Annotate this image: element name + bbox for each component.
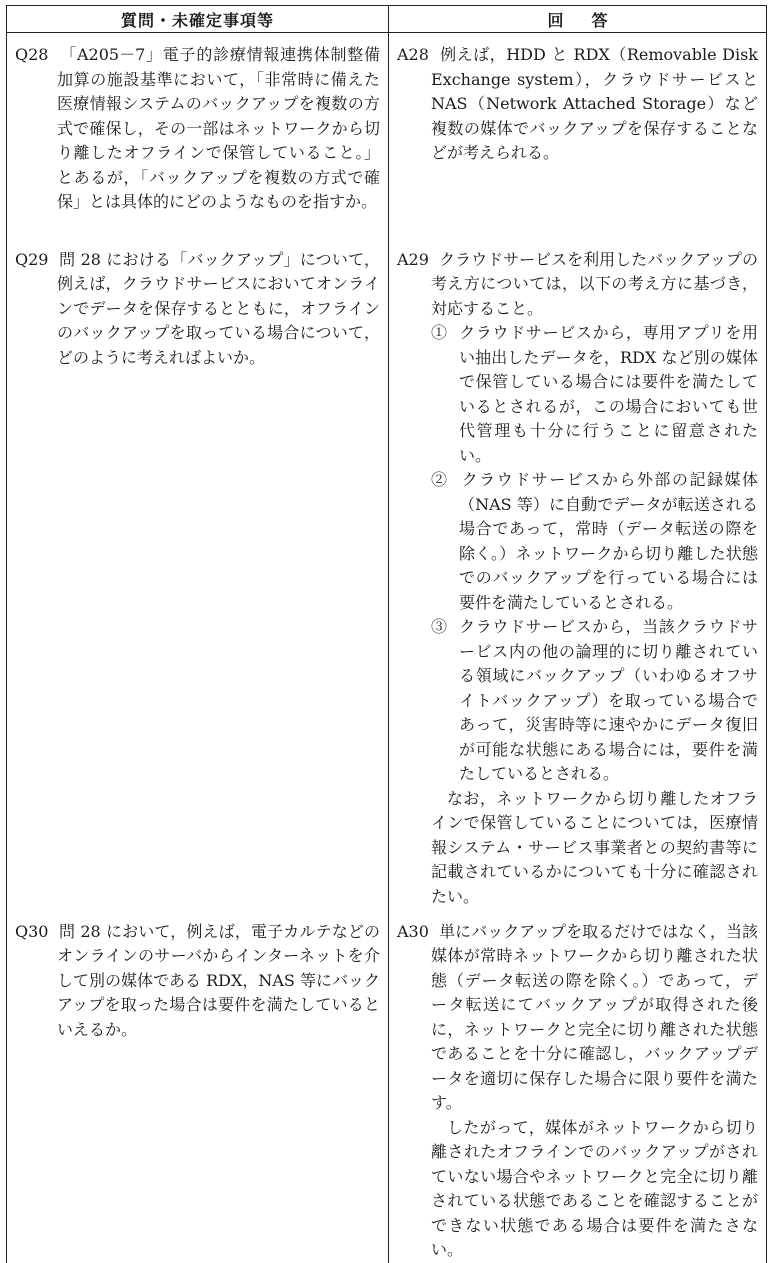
answer-note: なお，ネットワークから切り離したオフラインで保管していることについては，医療情報システム・サービス事業者との契約書等に記載されているかについても十分に確認されたい。	[431, 788, 758, 906]
question-text	[15, 920, 380, 1043]
table-row	[7, 910, 767, 1263]
item-text: クラウドサービスから外部の記録媒体（NAS 等）に自動でデータが転送される場合であって，常時（データ転送の際を除く。）ネットワークから切り離した状態でのバックアップを行っている場合には要件を満たしているとされる。	[459, 470, 758, 612]
answer-text	[397, 43, 758, 166]
question-label: Q28	[15, 45, 49, 64]
answer-body: 例えば，HDD と RDX（Removable Disk Exchange system），クラウドサービスと NAS（Network Attached Storage）など複数の媒体でバックアップを保存することなどが考えられる。	[431, 45, 758, 162]
item-text: クラウドサービスから，専用アプリを用い抽出したデータを，RDX など別の媒体で保管している場合には要件を満たしているとされるが，この場合においても世代管理も十分に行うことに留意されたい。	[459, 323, 758, 465]
answer-label: A30	[397, 921, 429, 941]
question-cell	[7, 33, 389, 238]
list-item	[397, 321, 758, 468]
item-mark: ①	[431, 323, 448, 342]
question-column-header: 質問・未確定事項等	[7, 6, 389, 33]
answer-cell	[389, 33, 767, 238]
answer-body: クラウドサービスを利用したバックアップの考え方については，以下の考え方に基づき，対応すること。	[431, 249, 759, 318]
table-row	[7, 238, 767, 910]
table-row	[7, 33, 767, 238]
answer-body: 単にバックアップを取るだけではなく，当該媒体が常時ネットワークから切り離された状態（データ転送の際を除く。）であって，データ転送にてバックアップが取得された後に，ネットワークと完全に切り離された状態であることを十分に確認し，バックアップデータを適切に保存した場合に限り要件を満たす。	[431, 921, 759, 1112]
answer-label: A28	[397, 45, 429, 64]
answer-column-header: 回答	[389, 6, 767, 33]
question-body: 問 28 において，例えば，電子カルテなどのオンラインのサーバからインターネットを介して別の媒体である RDX，NAS 等にバックアップを取った場合は要件を満たしているといえるか。	[57, 921, 381, 1039]
answer-text	[397, 248, 758, 322]
question-cell	[7, 238, 389, 910]
question-label: Q29	[15, 249, 49, 269]
answer-note: したがって，媒体がネットワークから切り離されたオフラインでのバックアップがされていない場合やネットワークと完全に切り離されている状態であることを確認することができない状態である場合は要件を満たさない。	[431, 1117, 758, 1259]
answer-label: A29	[397, 249, 429, 269]
answer-cell	[389, 910, 767, 1263]
qa-document	[6, 5, 766, 1261]
list-item	[397, 468, 758, 615]
answer-text	[397, 920, 758, 1116]
item-text: クラウドサービスから，当該クラウドサービス内の他の論理的に切り離されている領域にバックアップ（いわゆるオフサイトバックアップ）を取っている場合であって，災害時等に速やかにデータ復旧が可能な状態にある場合には，要件を満たしているとされる。	[459, 617, 758, 783]
item-mark: ③	[431, 617, 448, 636]
question-label: Q30	[15, 921, 49, 941]
question-text	[15, 248, 380, 371]
item-mark: ②	[431, 470, 449, 489]
qa-table	[6, 5, 767, 1263]
question-text	[15, 43, 380, 215]
list-item	[397, 615, 758, 787]
question-body: 問 28 における「バックアップ」について，例えば，クラウドサービスにおいてオンラインでデータを保存するとともに，オフラインのバックアップを取っている場合について，どのように考えればよいか。	[57, 249, 380, 367]
question-body: 「A205－7」電子的診療情報連携体制整備加算の施設基準において，「非常時に備えた医療情報システムのバックアップを複数の方式で確保し，その一部はネットワークから切り離したオフラインで保管していること。」とあるが，「バックアップを複数の方式で確保」とは具体的にどのようなものを指すか。	[57, 45, 381, 211]
table-header-row	[7, 6, 767, 33]
answer-cell	[389, 238, 767, 910]
question-cell	[7, 910, 389, 1263]
